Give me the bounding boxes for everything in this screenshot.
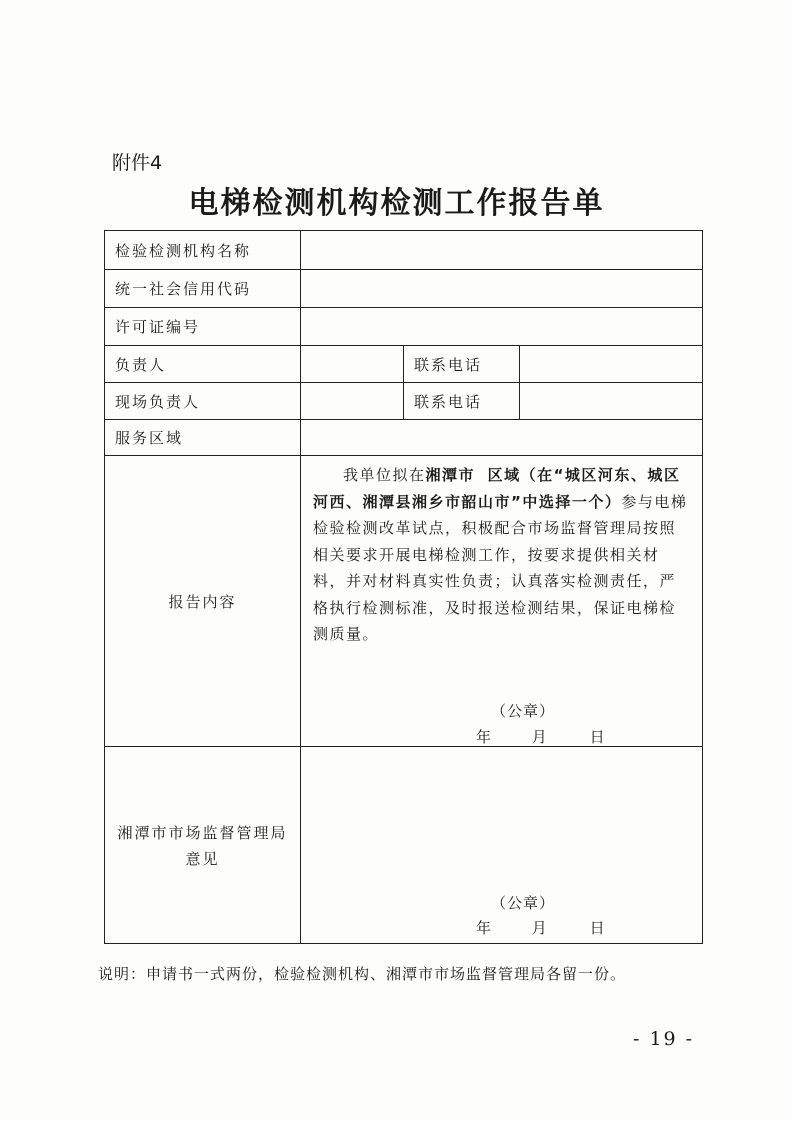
report-area-choice: 区域（在“城区河东、城区河西、湘潭县湘乡市韶山市”中选择一个） bbox=[313, 466, 681, 511]
label-bureau-opinion-line2: 意见 bbox=[185, 849, 220, 868]
report-month: 月 bbox=[531, 728, 548, 746]
report-blank[interactable] bbox=[475, 466, 488, 484]
label-site-manager: 现场负责人 bbox=[105, 383, 301, 420]
opinion-date bbox=[476, 917, 606, 938]
field-site-manager[interactable] bbox=[301, 383, 404, 420]
report-content-cell bbox=[301, 456, 703, 747]
label-contact-phone-1: 联系电话 bbox=[404, 346, 520, 383]
page-number: - 19 - bbox=[633, 1028, 695, 1050]
label-person-in-charge: 负责人 bbox=[105, 346, 301, 383]
label-report-content: 报告内容 bbox=[105, 456, 301, 747]
field-credit-code[interactable] bbox=[301, 270, 703, 308]
opinion-year: 年 bbox=[476, 919, 493, 937]
field-org-name[interactable] bbox=[301, 231, 703, 270]
row-person-in-charge bbox=[105, 346, 703, 383]
report-day: 日 bbox=[589, 728, 606, 746]
report-date bbox=[476, 726, 606, 747]
report-city: 湘潭市 bbox=[425, 466, 476, 484]
field-contact-phone-1[interactable] bbox=[520, 346, 703, 383]
row-service-area bbox=[105, 420, 703, 456]
report-seal: （公章） bbox=[491, 702, 556, 720]
bureau-opinion-cell[interactable] bbox=[301, 747, 703, 944]
annex-label: 附件4 bbox=[112, 152, 163, 174]
report-text-1: 我单位拟在 bbox=[343, 466, 426, 484]
page-title: 电梯检测机构检测工作报告单 bbox=[188, 186, 605, 221]
row-credit-code bbox=[105, 270, 703, 308]
row-site-manager bbox=[105, 383, 703, 420]
label-bureau-opinion bbox=[105, 747, 301, 944]
opinion-month: 月 bbox=[531, 919, 548, 937]
label-credit-code: 统一社会信用代码 bbox=[105, 270, 301, 308]
row-bureau-opinion bbox=[105, 747, 703, 944]
opinion-day: 日 bbox=[589, 919, 606, 937]
row-report-content bbox=[105, 456, 703, 747]
field-license-no[interactable] bbox=[301, 308, 703, 346]
row-org-name bbox=[105, 231, 703, 270]
label-contact-phone-2: 联系电话 bbox=[404, 383, 520, 420]
label-service-area: 服务区域 bbox=[105, 420, 301, 456]
field-contact-phone-2[interactable] bbox=[520, 383, 703, 420]
field-person-in-charge[interactable] bbox=[301, 346, 404, 383]
opinion-seal: （公章） bbox=[491, 894, 556, 912]
report-year: 年 bbox=[476, 728, 493, 746]
report-form-table bbox=[104, 230, 703, 944]
label-bureau-opinion-line1: 湘潭市市场监督管理局 bbox=[117, 823, 288, 842]
label-license-no: 许可证编号 bbox=[105, 308, 301, 346]
row-license-no bbox=[105, 308, 703, 346]
field-service-area[interactable] bbox=[301, 420, 703, 456]
footnote: 说明：申请书一式两份，检验检测机构、湘潭市市场监督管理局各留一份。 bbox=[98, 965, 627, 983]
report-text-2: 参与电梯检验检测改革试点，积极配合市场监督管理局按照相关要求开展电梯检测工作，按要求提供相关材料，并对材料真实性负责；认真落实检测责任，严格执行检测标准，及时报送检测结果，保证电梯检测质量。 bbox=[313, 492, 688, 643]
label-org-name: 检验检测机构名称 bbox=[105, 231, 301, 270]
report-paragraph bbox=[313, 462, 690, 648]
